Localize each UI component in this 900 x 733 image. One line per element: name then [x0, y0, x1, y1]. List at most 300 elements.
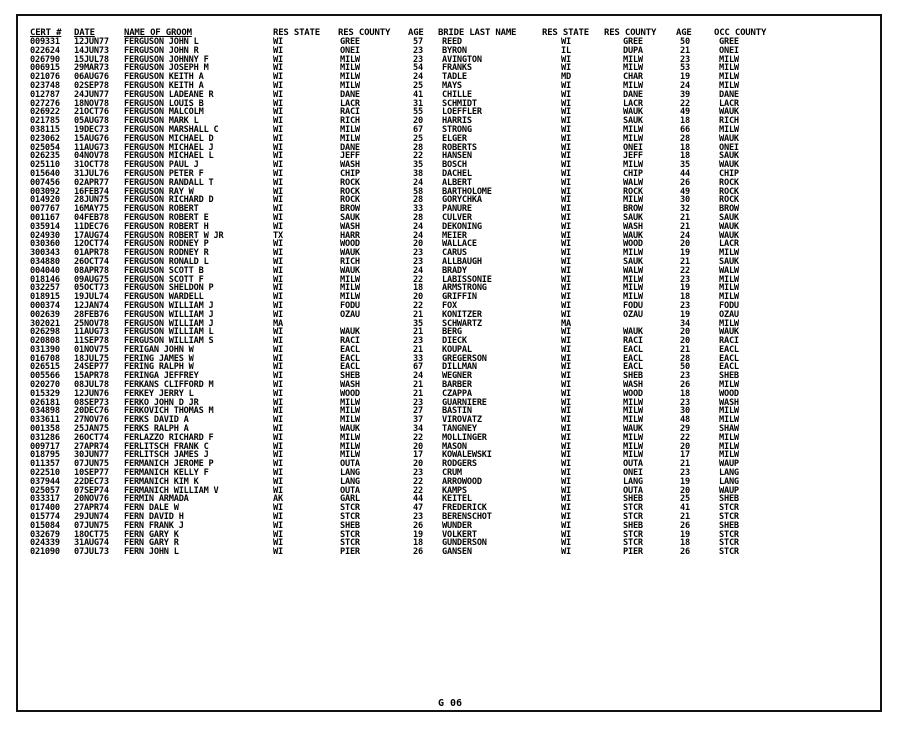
groom-age: 23 [413, 54, 423, 65]
bride-age: 44 [680, 168, 690, 179]
occ-county: DANE [719, 89, 739, 100]
occ-county: SHEB [719, 371, 739, 382]
groom-res-county: ROCK [340, 177, 360, 188]
occ-county: BROW [719, 204, 739, 215]
groom-age: 58 [413, 186, 423, 197]
marriage-date: 12JUN76 [74, 388, 109, 399]
groom-res-state: WI [273, 151, 283, 162]
groom-res-county: WASH [340, 380, 360, 391]
cert-number: 025057 [30, 485, 60, 496]
bride-res-state: WI [561, 80, 571, 91]
bride-age: 18 [680, 142, 690, 153]
bride-age: 19 [680, 529, 690, 540]
groom-res-county: EACL [340, 353, 360, 364]
bride-last-name: BYRON [442, 45, 467, 56]
bride-last-name: ELGER [442, 133, 467, 144]
marriage-date: 11DEC76 [74, 221, 109, 232]
cert-number: 011357 [30, 459, 60, 470]
bride-res-state: WI [561, 221, 571, 232]
groom-age: 35 [413, 160, 423, 171]
groom-age: 24 [413, 230, 423, 241]
bride-age: 26 [680, 520, 690, 531]
groom-res-state: WI [273, 274, 283, 285]
occ-county: WOOD [719, 388, 739, 399]
bride-age: 26 [680, 177, 690, 188]
bride-res-state: WI [561, 124, 571, 135]
marriage-date: 14JUN73 [74, 45, 109, 56]
bride-last-name: ARROWOOD [442, 476, 482, 487]
groom-name: FERGUSON JOHN R [124, 45, 199, 56]
occ-county: WALW [719, 265, 739, 276]
groom-res-county: RICH [340, 256, 360, 267]
bride-last-name: ROBERTS [442, 142, 477, 153]
occ-county: EACL [719, 344, 739, 355]
groom-res-county: EACL [340, 362, 360, 373]
groom-name: FERGUSON ROBERT [124, 204, 199, 215]
bride-last-name: ARMSTRONG [442, 283, 487, 294]
bride-age: 23 [680, 468, 690, 479]
bride-age: 34 [680, 318, 690, 329]
groom-name: FERGUSON KEITH A [124, 80, 204, 91]
cert-number: 026235 [30, 151, 60, 162]
groom-res-state: WI [273, 45, 283, 56]
header-date: DATE [74, 28, 95, 38]
groom-name: FERMIN ARMADA [124, 494, 189, 505]
bride-res-state: WI [561, 283, 571, 294]
bride-res-county: MILW [623, 248, 643, 259]
groom-res-state: WI [273, 397, 283, 408]
bride-res-state: WI [561, 186, 571, 197]
groom-res-state: WI [273, 107, 283, 118]
groom-res-county: WASH [340, 160, 360, 171]
bride-res-state: WI [561, 406, 571, 417]
bride-res-county: MILW [623, 406, 643, 417]
marriage-date: 16MAY75 [74, 204, 109, 215]
bride-res-state: WI [561, 142, 571, 153]
occ-county: RACI [719, 336, 739, 347]
groom-res-county: MILW [340, 441, 360, 452]
bride-age: 48 [680, 415, 690, 426]
bride-last-name: LABISSONIE [442, 274, 492, 285]
cert-number: 000374 [30, 300, 60, 311]
groom-age: 25 [413, 133, 423, 144]
marriage-date: 28JUN75 [74, 195, 109, 206]
bride-last-name: BARBER [442, 380, 472, 391]
bride-last-name: FREDERICK [442, 503, 487, 514]
marriage-date: 25JAN75 [74, 424, 109, 435]
groom-name: FERMANICH WILLIAM V [124, 485, 219, 496]
groom-res-state: WI [273, 529, 283, 540]
marriage-date: 31OCT78 [74, 160, 109, 171]
bride-age: 30 [680, 406, 690, 417]
bride-res-county: MILW [623, 195, 643, 206]
occ-county: ONEI [719, 142, 739, 153]
cert-number: 004040 [30, 265, 60, 276]
groom-res-county: MILW [340, 397, 360, 408]
bride-last-name: WALLACE [442, 239, 477, 250]
groom-res-state: WI [273, 424, 283, 435]
bride-res-county: EACL [623, 362, 643, 373]
bride-res-state: WI [561, 336, 571, 347]
marriage-date: 25NOV78 [74, 318, 109, 329]
marriage-date: 07JUN75 [74, 459, 109, 470]
bride-age: 19 [680, 248, 690, 259]
bride-res-county: ROCK [623, 186, 643, 197]
bride-res-state: WI [561, 248, 571, 259]
bride-age: 19 [680, 72, 690, 83]
groom-res-county: STCR [340, 503, 360, 514]
bride-last-name: MASON [442, 441, 467, 452]
bride-age: 28 [680, 133, 690, 144]
bride-res-county: LACR [623, 98, 643, 109]
bride-res-county: MILW [623, 441, 643, 452]
occ-county: ROCK [719, 186, 739, 197]
groom-age: 24 [413, 221, 423, 232]
occ-county: MILW [719, 63, 739, 74]
marriage-date: 10SEP77 [74, 468, 109, 479]
marriage-date: 01APR78 [74, 248, 109, 259]
groom-res-county: DANE [340, 142, 360, 153]
groom-name: FERKS DAVID A [124, 415, 189, 426]
groom-age: 23 [413, 468, 423, 479]
marriage-date: 31JUL76 [74, 168, 109, 179]
header-groom: NAME OF GROOM [124, 28, 192, 38]
groom-age: 23 [413, 397, 423, 408]
bride-res-county: MILW [623, 292, 643, 303]
groom-res-county: GREE [340, 37, 360, 47]
bride-age: 18 [680, 116, 690, 127]
cert-number: 015329 [30, 388, 60, 399]
bride-age: 18 [680, 151, 690, 162]
cert-number: 020270 [30, 380, 60, 391]
cert-number: 031286 [30, 432, 60, 443]
bride-res-county: MILW [623, 133, 643, 144]
groom-res-county: SHEB [340, 520, 360, 531]
bride-last-name: RODGERS [442, 459, 477, 470]
bride-last-name: HARRIS [442, 116, 472, 127]
groom-name: FERGUSON ROBERT H [124, 221, 209, 232]
marriage-date: 17AUG74 [74, 230, 109, 241]
groom-age: 23 [413, 256, 423, 267]
occ-county: SAUK [719, 212, 739, 223]
bride-res-county: ONEI [623, 468, 643, 479]
bride-last-name: AVINGTON [442, 54, 482, 65]
groom-age: 27 [413, 406, 423, 417]
cert-number: 037944 [30, 476, 60, 487]
cert-number: 032257 [30, 283, 60, 294]
bride-last-name: KONITZER [442, 309, 482, 320]
marriage-date: 18OCT75 [74, 529, 109, 540]
bride-last-name: DEKONING [442, 221, 482, 232]
groom-res-state: WI [273, 292, 283, 303]
groom-res-state: WI [273, 265, 283, 276]
groom-res-state: WI [273, 503, 283, 514]
groom-age: 33 [413, 353, 423, 364]
cert-number: 015640 [30, 168, 60, 179]
bride-res-state: WI [561, 265, 571, 276]
bride-res-county: SHEB [623, 494, 643, 505]
groom-res-county: ROCK [340, 186, 360, 197]
bride-age: 26 [680, 380, 690, 391]
cert-number: 005566 [30, 371, 60, 382]
groom-res-county: ONEI [340, 45, 360, 56]
header-bride-res-state: RES STATE [542, 28, 589, 38]
bride-res-county: OUTA [623, 459, 643, 470]
cert-number: 021785 [30, 116, 60, 127]
bride-res-county: STCR [623, 512, 643, 523]
groom-age: 20 [413, 292, 423, 303]
bride-age: 41 [680, 503, 690, 514]
groom-age: 26 [413, 547, 423, 558]
groom-name: FERGUSON MICHAEL L [124, 151, 214, 162]
groom-name: FERGUSON JOSEPH M [124, 63, 209, 74]
bride-res-state: WI [561, 441, 571, 452]
groom-res-county: LANG [340, 468, 360, 479]
bride-age: 26 [680, 547, 690, 558]
bride-last-name: BRADY [442, 265, 467, 276]
bride-last-name: BERG [442, 327, 462, 338]
groom-res-state: WI [273, 160, 283, 171]
bride-res-state: WI [561, 520, 571, 531]
cert-number: 025054 [30, 142, 60, 153]
bride-age: 39 [680, 89, 690, 100]
bride-res-state: WI [561, 380, 571, 391]
bride-res-county: STCR [623, 538, 643, 549]
cert-number: 026181 [30, 397, 60, 408]
bride-last-name: WEGNER [442, 371, 472, 382]
cert-number: 007456 [30, 177, 60, 188]
groom-res-county: MILW [340, 124, 360, 135]
groom-age: 22 [413, 151, 423, 162]
bride-res-county: MILW [623, 274, 643, 285]
cert-number: 023062 [30, 133, 60, 144]
groom-res-state: WI [273, 37, 283, 47]
cert-number: 015084 [30, 520, 60, 531]
groom-age: 35 [413, 318, 423, 329]
bride-age: 32 [680, 204, 690, 215]
groom-name: FERINGA JEFFREY [124, 371, 199, 382]
bride-res-state: WI [561, 107, 571, 118]
groom-name: FERKANS CLIFFORD M [124, 380, 214, 391]
groom-age: 41 [413, 89, 423, 100]
groom-res-county: MILW [340, 406, 360, 417]
groom-name: FERGUSON WILLIAM S [124, 336, 214, 347]
bride-last-name: SCHWARTZ [442, 318, 482, 329]
bride-res-state: WI [561, 432, 571, 443]
groom-age: 55 [413, 107, 423, 118]
groom-res-state: WI [273, 72, 283, 83]
occ-county: CHIP [719, 168, 739, 179]
groom-age: 33 [413, 204, 423, 215]
cert-number: 001167 [30, 212, 60, 223]
groom-res-state: WI [273, 485, 283, 496]
groom-res-state: WI [273, 309, 283, 320]
groom-res-county: MILW [340, 432, 360, 443]
marriage-date: 06AUG76 [74, 72, 109, 83]
groom-age: 22 [413, 300, 423, 311]
groom-res-state: WI [273, 133, 283, 144]
bride-last-name: TADLE [442, 72, 467, 83]
groom-res-state: WI [273, 336, 283, 347]
bride-res-county: WASH [623, 380, 643, 391]
occ-county: WAUK [719, 327, 739, 338]
groom-res-county: HARR [340, 230, 360, 241]
groom-res-county: WAUK [340, 265, 360, 276]
groom-res-state: WI [273, 186, 283, 197]
bride-last-name: CZAPPA [442, 388, 472, 399]
bride-res-county: MILW [623, 63, 643, 74]
bride-age: 21 [680, 45, 690, 56]
groom-res-county: MILW [340, 63, 360, 74]
bride-res-state: WI [561, 371, 571, 382]
bride-res-county: DANE [623, 89, 643, 100]
groom-name: FERGUSON PAUL J [124, 160, 199, 171]
groom-name: FERN FRANK J [124, 520, 184, 531]
header-cert: CERT # [30, 28, 62, 38]
bride-res-state: WI [561, 54, 571, 65]
groom-age: 22 [413, 476, 423, 487]
bride-res-state: WI [561, 344, 571, 355]
marriage-date: 30JUN77 [74, 450, 109, 461]
groom-age: 24 [413, 371, 423, 382]
groom-res-state: WI [273, 371, 283, 382]
marriage-date: 15AUG76 [74, 133, 109, 144]
bride-res-state: WI [561, 415, 571, 426]
groom-res-county: STCR [340, 512, 360, 523]
groom-age: 21 [413, 380, 423, 391]
bride-last-name: STRONG [442, 124, 472, 135]
groom-res-county: MILW [340, 283, 360, 294]
occ-county: WAUK [719, 230, 739, 241]
marriage-date: 19JUL74 [74, 292, 109, 303]
groom-name: FERGUSON RODNEY P [124, 239, 209, 250]
header-bride-age: AGE [676, 28, 692, 38]
groom-res-county: FODU [340, 300, 360, 311]
marriage-date: 02APR77 [74, 177, 109, 188]
groom-name: FERGUSON WILLIAM J [124, 309, 214, 320]
header-occ-county: OCC COUNTY [714, 28, 767, 38]
bride-res-county: SHEB [623, 371, 643, 382]
marriage-date: 08SEP73 [74, 397, 109, 408]
groom-age: 57 [413, 37, 423, 47]
occ-county: SHAW [719, 424, 739, 435]
bride-res-state: WI [561, 538, 571, 549]
groom-res-county: WAUK [340, 327, 360, 338]
cert-number: 024339 [30, 538, 60, 549]
occ-county: WAUK [719, 107, 739, 118]
groom-age: 23 [413, 248, 423, 259]
bride-last-name: DIECK [442, 336, 467, 347]
marriage-date: 20DEC76 [74, 406, 109, 417]
occ-county: STCR [719, 538, 739, 549]
occ-county: MILW [719, 292, 739, 303]
bride-last-name: GRIFFIN [442, 292, 477, 303]
marriage-date: 11AUG73 [74, 327, 109, 338]
groom-res-county: RICH [340, 116, 360, 127]
groom-res-state: WI [273, 168, 283, 179]
bride-res-state: WI [561, 63, 571, 74]
groom-res-county: WOOD [340, 388, 360, 399]
groom-age: 20 [413, 239, 423, 250]
marriage-date: 18JUL75 [74, 353, 109, 364]
cert-number: 002639 [30, 309, 60, 320]
marriage-date: 08APR78 [74, 265, 109, 276]
groom-res-state: WI [273, 89, 283, 100]
bride-age: 18 [680, 538, 690, 549]
groom-res-county: STCR [340, 538, 360, 549]
bride-res-state: WI [561, 230, 571, 241]
bride-res-county: RACI [623, 336, 643, 347]
groom-res-state: MA [273, 318, 283, 329]
bride-res-county: ONEI [623, 142, 643, 153]
bride-res-county: MILW [623, 283, 643, 294]
bride-last-name: BASTIN [442, 406, 472, 417]
bride-last-name: DILLMAN [442, 362, 477, 373]
bride-res-state: WI [561, 151, 571, 162]
bride-res-state: IL [561, 45, 571, 56]
bride-last-name: CRUM [442, 468, 462, 479]
occ-county: MILW [719, 274, 739, 285]
groom-name: FERGUSON RAY W [124, 186, 194, 197]
bride-age: 66 [680, 124, 690, 135]
marriage-date: 31AUG74 [74, 538, 109, 549]
bride-age: 22 [680, 432, 690, 443]
marriage-date: 19DEC73 [74, 124, 109, 135]
groom-res-state: WI [273, 459, 283, 470]
marriage-date: 11SEP78 [74, 336, 109, 347]
bride-res-state: WI [561, 274, 571, 285]
bride-res-county: SAUK [623, 116, 643, 127]
bride-age: 19 [680, 309, 690, 320]
groom-age: 19 [413, 529, 423, 540]
groom-name: FERGUSON RANDALL T [124, 177, 214, 188]
bride-res-county: MILW [623, 80, 643, 91]
marriage-date: 24SEP77 [74, 362, 109, 373]
bride-res-county: WASH [623, 221, 643, 232]
groom-res-county: DANE [340, 89, 360, 100]
bride-res-county: LANG [623, 476, 643, 487]
bride-res-county: JEFF [623, 151, 643, 162]
groom-res-county: MILW [340, 274, 360, 285]
bride-res-county: WAUK [623, 230, 643, 241]
groom-res-state: WI [273, 212, 283, 223]
groom-name: FERGUSON LADEANE R [124, 89, 214, 100]
groom-res-county: MILW [340, 133, 360, 144]
occ-county: STCR [719, 529, 739, 540]
bride-res-state: MD [561, 72, 571, 83]
bride-age: 24 [680, 80, 690, 91]
groom-name: FERGUSON MICHAEL D [124, 133, 214, 144]
groom-res-county: SAUK [340, 212, 360, 223]
cert-number: 033317 [30, 494, 60, 505]
cert-number: 021090 [30, 547, 60, 558]
marriage-date: 12OCT74 [74, 239, 109, 250]
groom-name: FERN GARY K [124, 529, 179, 540]
bride-res-county: WOOD [623, 388, 643, 399]
groom-name: FERKS RALPH A [124, 424, 189, 435]
groom-age: 47 [413, 503, 423, 514]
marriage-date: 08JUL78 [74, 380, 109, 391]
groom-res-state: WI [273, 248, 283, 259]
groom-res-county: MILW [340, 54, 360, 65]
bride-last-name: CULVER [442, 212, 472, 223]
bride-age: 20 [680, 485, 690, 496]
bride-res-county: MILW [623, 54, 643, 65]
occ-county: EACL [719, 362, 739, 373]
groom-res-state: WI [273, 80, 283, 91]
bride-res-state: WI [561, 98, 571, 109]
groom-name: FERIGAN JOHN W [124, 344, 194, 355]
